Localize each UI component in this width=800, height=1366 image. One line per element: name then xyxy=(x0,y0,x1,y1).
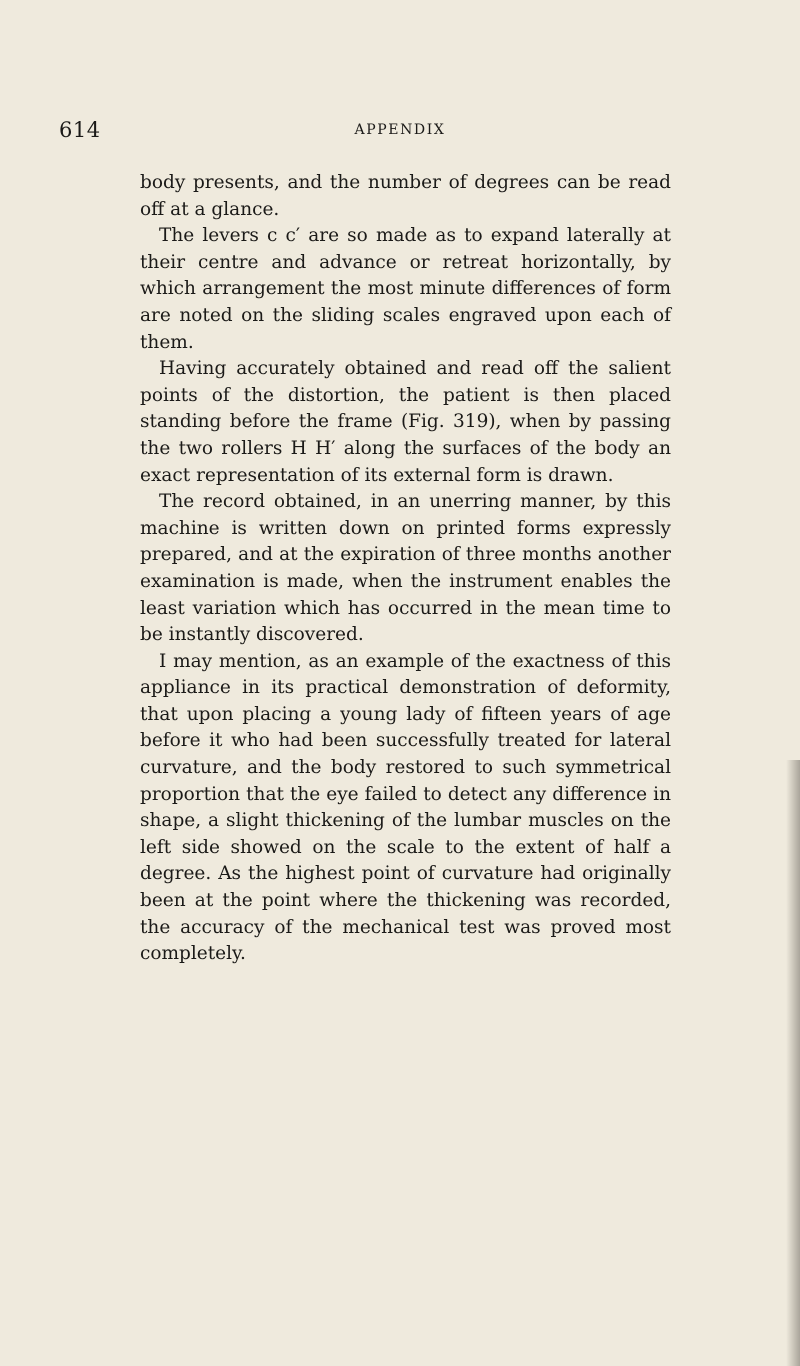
paragraph-continuation: body presents, and the number of degrees can be read off at a glance. xyxy=(140,172,671,220)
paragraph-record: The record obtained, in an unerring manner, by this machine is written down on printed forms expressly prepared, and at the expiration of three months another examination is made, when the instrument enables the least variation which has occurred in the mean time to be instantly discovered. xyxy=(140,491,671,646)
page-header xyxy=(0,118,800,148)
paragraph-example: I may mention, as an example of the exactness of this appliance in its practical demonstration of deformity, that upon placing a young lady of fifteen years of age before it who had been successfully treated for lateral curvature, and the body restored to such symmetrical proportion that the eye failed to detect any difference in shape, a slight thickening of the lumbar muscles on the left side showed on the scale to the extent of half a degree. As the highest point of curvature had originally been at the point where the thickening was recorded, the accuracy of the mechanical test was proved most completely. xyxy=(140,650,671,965)
page-number: 614 xyxy=(59,118,101,142)
page-edge-shadow xyxy=(786,760,800,1366)
body-text xyxy=(140,170,671,968)
paragraph-levers: The levers c c′ are so made as to expand laterally at their centre and advance or retreat horizontally, by which arrangement the most minute differences of form are noted on the sliding scales engraved upon each of them. xyxy=(140,225,671,353)
paragraph-distortion: Having accurately obtained and read off the salient points of the distortion, the patient is then placed standing before the frame (Fig. 319), when by passing the two rollers H H′ along the surfaces of the body an exact representation of its external form is drawn. xyxy=(140,358,671,486)
running-head: APPENDIX xyxy=(354,122,446,138)
